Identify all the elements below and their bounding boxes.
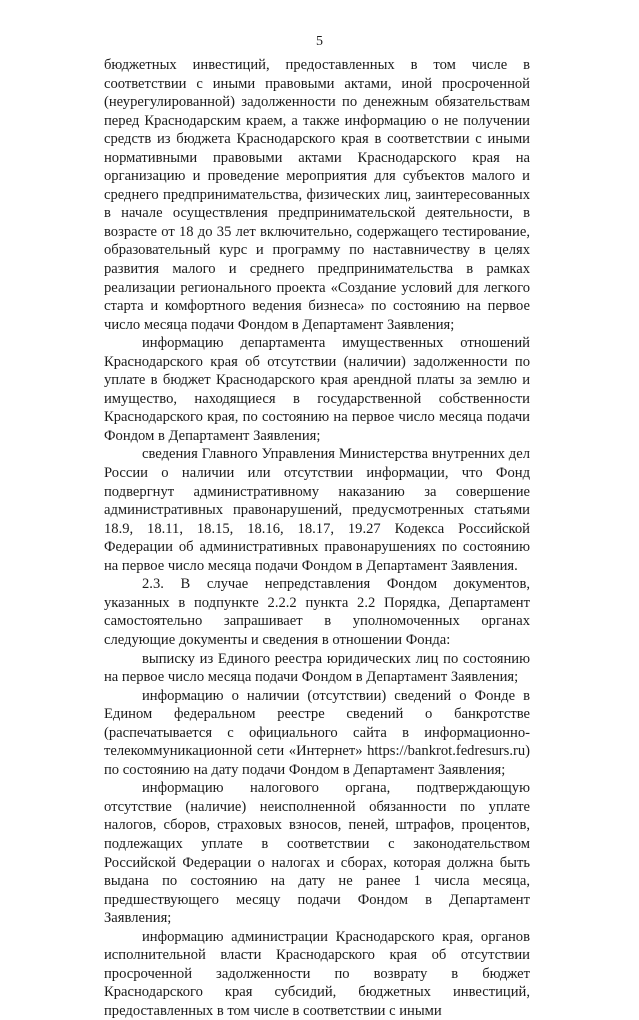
paragraph-property-department-info: информацию департамента имущественных отношений Краснодарского края об отсутствии (наличии) задолженности по уплате в бюджет Краснодарского края арендной платы за землю и имущество, находящиеся в государственной собственности Краснодарского края, по состоянию на первое число месяца подачи Фондом в Департамент Заявления; xyxy=(104,335,530,444)
page-number: 5 xyxy=(316,34,323,49)
paragraph-regional-administration-info: информацию администрации Краснодарского края, органов исполнительной власти Краснодарского края об отсутствии просроченной задолженности по возврату в бюджет Краснодарского края субсидий, бюджетных инвестиций, предоставленных в том числе в соответствии с иными xyxy=(104,928,530,1019)
paragraph-legal-entities-register: выписку из Единого реестра юридических лиц по состоянию на первое число месяца подачи Фондом в Департамент Заявления; xyxy=(104,650,530,686)
paragraph-continuation: бюджетных инвестиций, предоставленных в том числе в соответствии с иными правовыми актами, иной просроченной (неурегулированной) задолженности по денежным обязательствам перед Краснодарским краем, а также информацию о не получении средств из бюджета Краснодарского края в соответствии с иными нормативными правовыми актами Краснодарского края на организацию и проведение мероприятия для субъектов малого и среднего предпринимательства, физических лиц, заинтересованных в начале осуществления предпринимательской деятельности, в возрасте от 18 до 35 лет включительно, содержащего тестирование, образовательный курс и программу по наставничеству в целях развития малого и среднего предпринимательства в рамках реализации регионального проекта «Создание условий для легкого старта и комфортного ведения бизнеса» по состоянию на первое число месяца подачи Фондом в Департамент Заявления; xyxy=(104,57,530,333)
document-body xyxy=(104,56,530,1020)
paragraph-bankruptcy-register: информацию о наличии (отсутствии) сведений о Фонде в Едином федеральном реестре сведений о банкротстве (распечатывается с официального сайта в информационно-телекоммуникационной сети «Интернет» https://bankrot.fedresurs.ru) по состоянию на дату подачи Фондом в Департамент Заявления; xyxy=(104,687,530,778)
paragraph-tax-authority-info: информацию налогового органа, подтверждающую отсутствие (наличие) неисполненной обязанности по уплате налогов, сборов, страховых взносов, пеней, штрафов, процентов, подлежащих уплате в соответствии с законодательством Российской Федерации о налогах и сборах, которая должна быть выдана по состоянию на дату не ранее 1 числа месяца, предшествующего месяцу подачи Фондом в Департамент Заявления; xyxy=(104,780,530,927)
paragraph-clause-2-3: 2.3. В случае непредставления Фондом документов, указанных в подпункте 2.2.2 пункта 2.2 Порядка, Департамент самостоятельно запрашивает в уполномоченных органах следующие документы и сведения в отношении Фонда: xyxy=(104,576,530,648)
paragraph-interior-ministry-info: сведения Главного Управления Министерства внутренних дел России о наличии или отсутствии информации, что Фонд подвергнут административному наказанию за совершение административных правонарушений, предусмотренных статьями 18.9, 18.11, 18.15, 18.16, 18.17, 19.27 Кодекса Российской Федерации об административных правонарушениях по состоянию на первое число месяца подачи Фондом в Департамент Заявления. xyxy=(104,446,530,574)
